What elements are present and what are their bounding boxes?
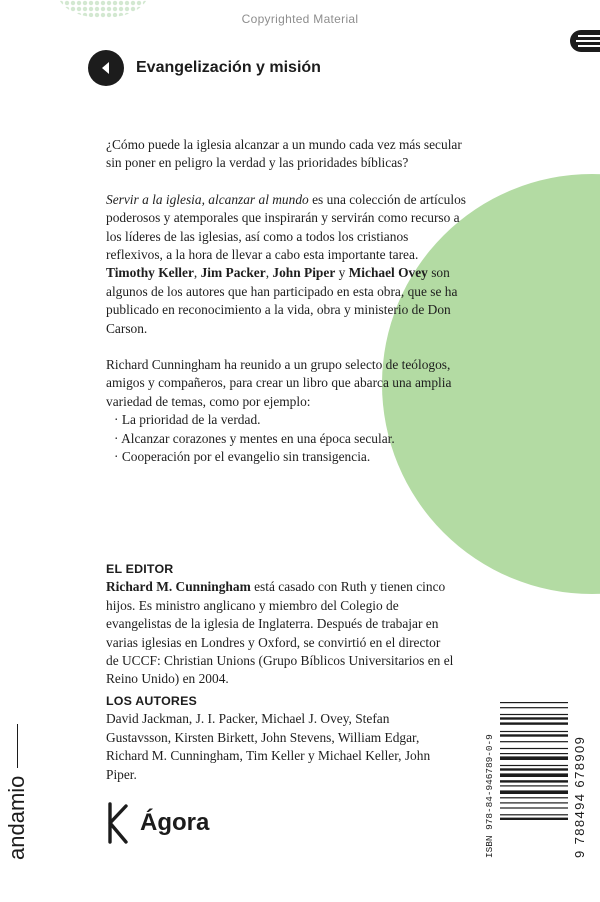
series-header (88, 50, 321, 86)
author-name: Timothy Keller (106, 265, 194, 281)
barcode-bars (484, 700, 572, 858)
authors-section (106, 692, 456, 784)
author-name: Jim Packer (200, 265, 266, 281)
editor-name: Richard M. Cunningham (106, 579, 251, 595)
copyright-watermark: Copyrighted Material (241, 12, 359, 26)
authors-list: David Jackman, J. I. Packer, Michael J. Ovey, Stefan Gustavsson, Kirsten Birkett, John Stevens, William Edgar, Richard M. Cunningham, Tim Keller y Michael Keller, John Piper. (106, 711, 431, 782)
barcode (484, 700, 572, 858)
authors-heading: LOS AUTORES (106, 694, 198, 708)
topics-intro: Richard Cunningham ha reunido a un grupo selecto de teólogos, amigos y compañeros, para crear un libro que abarca una amplia variedad de temas, como por ejemplo: (106, 357, 452, 409)
back-button[interactable] (88, 50, 124, 86)
author-name: Michael Ovey (348, 265, 428, 281)
editor-heading: EL EDITOR (106, 562, 174, 576)
editor-bio: Richard M. Cunningham está casado con Ruth y tienen cinco hijos. Es ministro anglicano y miembro del Colegio de evangelistas de la iglesia de Inglaterra. Después de trabajar en varias iglesias en Londres y Oxford, se convirtió en el director de UCCF: Christian Unions (Grupo Bíblicos Universitarios en el Reino Unido) en 2004. (106, 579, 454, 687)
topic-item: · Cooperación por el evangelio sin transigencia. (114, 448, 466, 466)
topics-list (106, 411, 466, 466)
publisher-logo (104, 802, 209, 844)
isbn-text: ISBN 978-84-946789-0-9 (484, 734, 495, 858)
stacked-bars-icon (566, 26, 600, 56)
description (106, 136, 466, 467)
book-title: Servir a la iglesia, alcanzar al mundo (106, 191, 309, 207)
back-arrow-icon (100, 61, 112, 75)
collection-logo: andamio (4, 724, 30, 860)
intro-paragraph: Servir a la iglesia, alcanzar al mundo es una colección de artículos poderosos y atemporales que inspirarán y servirán como recurso a los líderes de las iglesias, así como a todos los cristianos reflexivos, a la hora de llevar a cabo esta importante tarea. Timothy Keller, Jim Packer, John Piper y Michael Ovey son algunos de los autores que han participado en esta obra, que se ha publicado en reconocimiento a la vida, obra y ministerio de Don Carson. (106, 191, 466, 336)
topic-item: · Alcanzar corazones y mentes en una época secular. (114, 430, 466, 448)
author-name: John Piper (272, 265, 336, 281)
k-logo-icon (104, 802, 130, 844)
topic-item: · La prioridad de la verdad. (114, 411, 466, 429)
barcode-digits: 9 788494 678909 (572, 735, 587, 858)
series-title: Evangelización y misión (136, 59, 321, 76)
intro-question: ¿Cómo puede la iglesia alcanzar a un mundo cada vez más secular sin poner en peligro la verdad y las prioridades bíblicas? (106, 137, 462, 171)
editor-section (106, 560, 456, 689)
publisher-name: Ágora (140, 809, 210, 836)
